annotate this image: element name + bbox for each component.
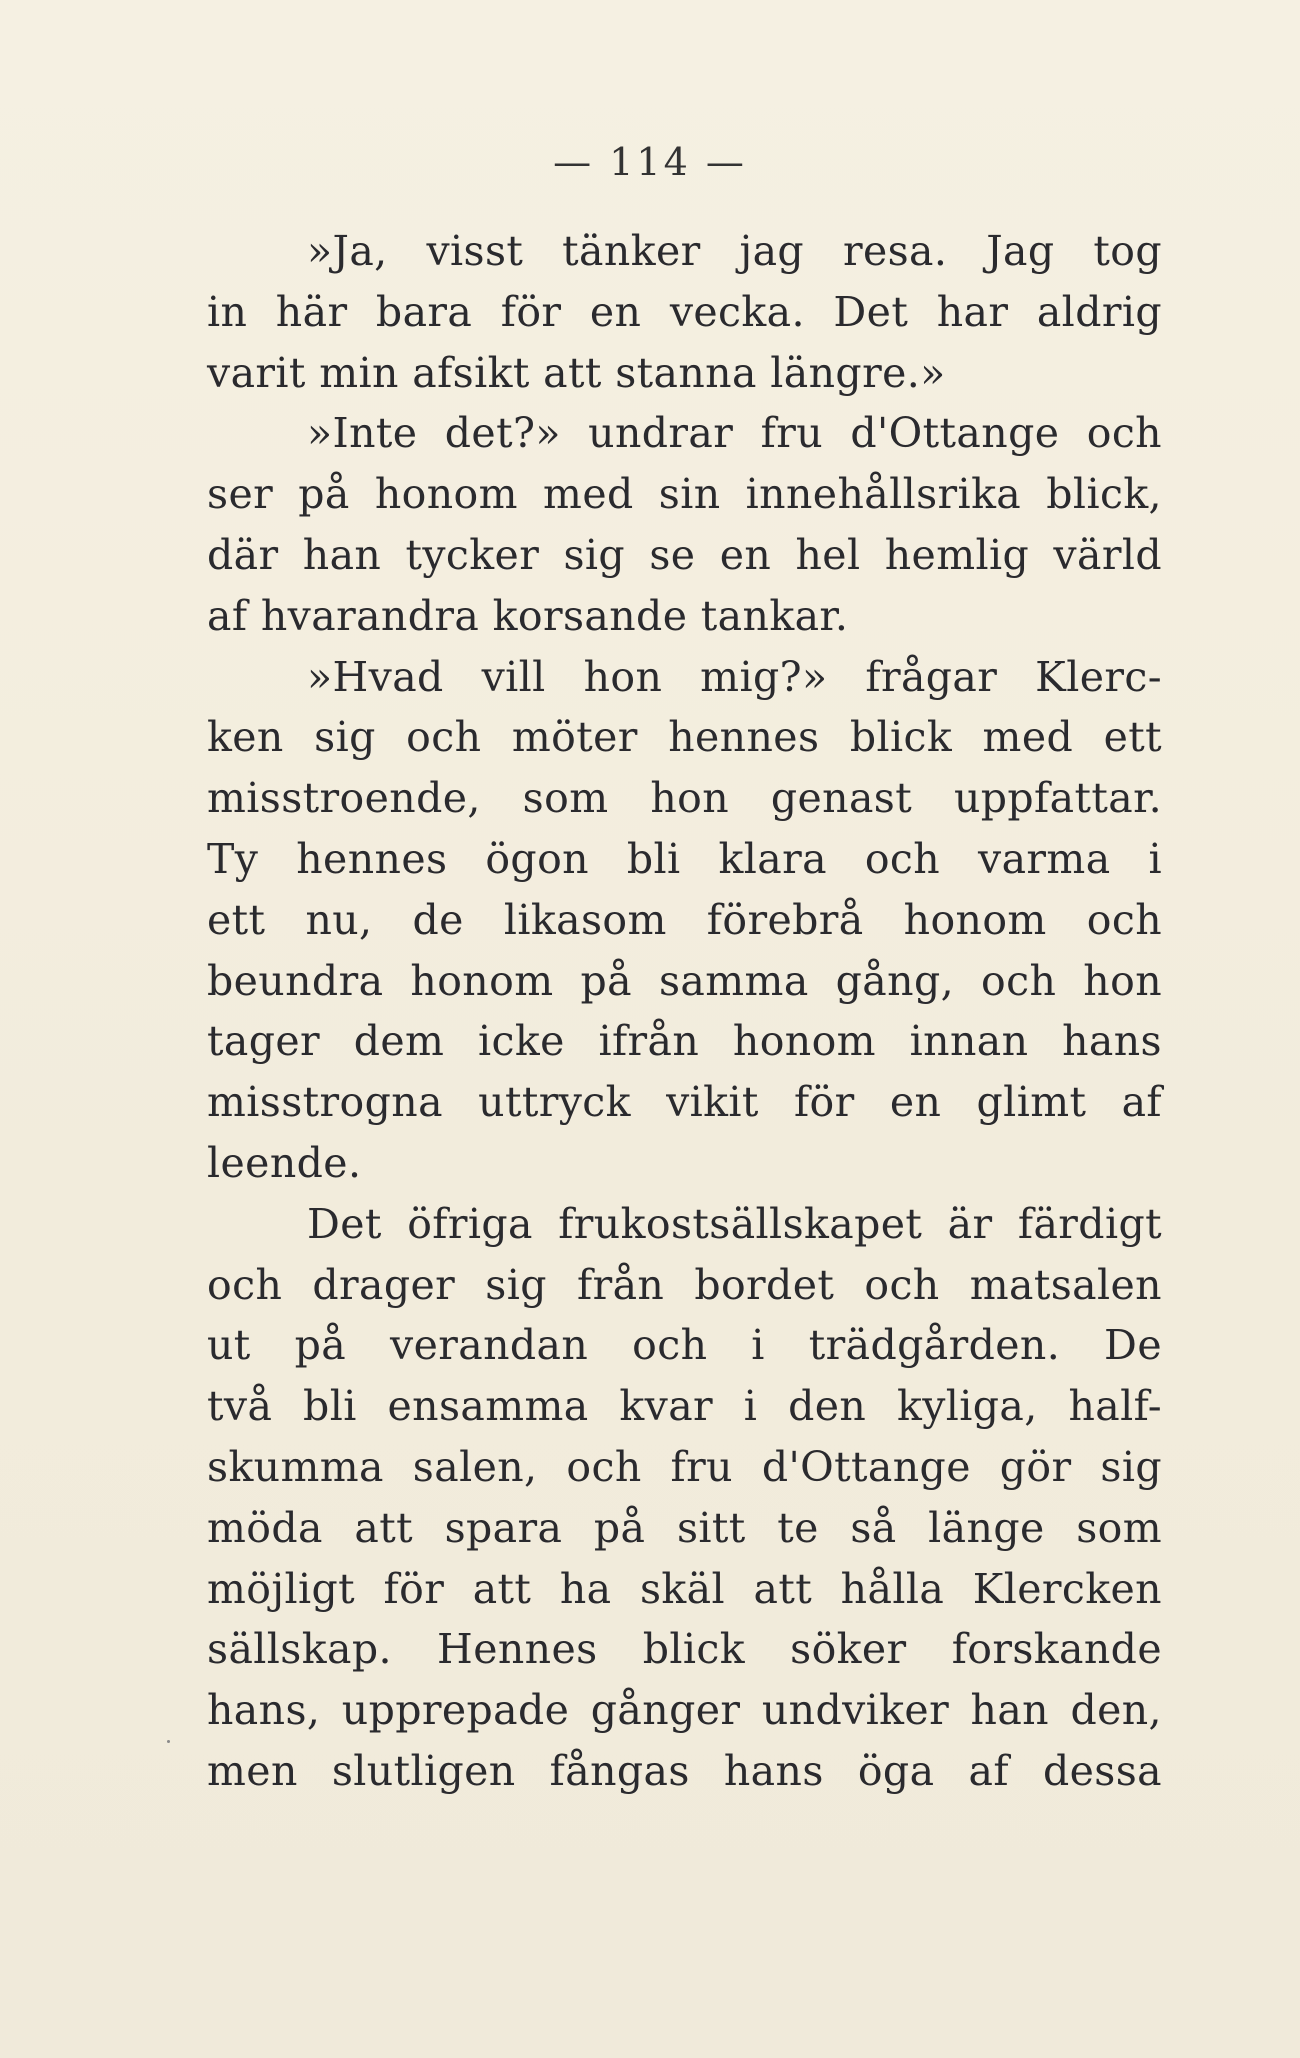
- paper-speck: [167, 1740, 170, 1743]
- text-line: möjligt för att ha skäl att hålla Klercken: [207, 1564, 1162, 1613]
- text-line: hans, upprepade gånger undviker han den,: [207, 1686, 1162, 1735]
- text-line: misstroende, som hon genast uppfattar.: [207, 774, 1162, 823]
- text-line: »Ja, visst tänker jag resa. Jag tog: [307, 227, 1162, 275]
- text-line: ser på honom med sin innehållsrika blick,: [207, 470, 1162, 519]
- text-line: skumma salen, och fru d'Ottange gör sig: [207, 1442, 1162, 1491]
- text-line: tager dem icke ifrån honom innan hans: [207, 1017, 1162, 1066]
- text-line: ken sig och möter hennes blick med ett: [207, 713, 1162, 762]
- body-text: [207, 221, 1162, 1802]
- text-line: af hvarandra korsande tankar.: [207, 591, 849, 640]
- text-line: in här bara för en vecka. Det har aldrig: [207, 287, 1162, 336]
- text-line: ett nu, de likasom förebrå honom och: [207, 895, 1162, 944]
- text-line: två bli ensamma kvar i den kyliga, half-: [207, 1382, 1162, 1431]
- text-line: och drager sig från bordet och matsalen: [207, 1260, 1162, 1309]
- text-line: »Inte det?» undrar fru d'Ottange och: [307, 409, 1162, 458]
- text-line: ut på verandan och i trädgården. De: [207, 1321, 1162, 1370]
- text-line: varit min afsikt att stanna längre.»: [207, 348, 946, 397]
- text-line: beundra honom på samma gång, och hon: [207, 956, 1162, 1005]
- text-line: misstrogna uttryck vikit för en glimt af: [207, 1078, 1162, 1127]
- text-line: leende.: [207, 1138, 362, 1187]
- text-line: sällskap. Hennes blick söker forskande: [207, 1625, 1162, 1674]
- text-line: möda att spara på sitt te så länge som: [207, 1503, 1162, 1552]
- text-line: »Hvad vill hon mig?» frågar Klerc-: [307, 652, 1162, 701]
- page-number: — 114 —: [553, 140, 747, 184]
- text-line: där han tycker sig se en hel hemlig värld: [207, 530, 1162, 579]
- text-line: Det öfriga frukostsällskapet är färdigt: [307, 1199, 1162, 1248]
- text-line: Ty hennes ögon bli klara och varma i: [207, 834, 1162, 883]
- text-line: men slutligen fångas hans öga af dessa: [207, 1746, 1162, 1795]
